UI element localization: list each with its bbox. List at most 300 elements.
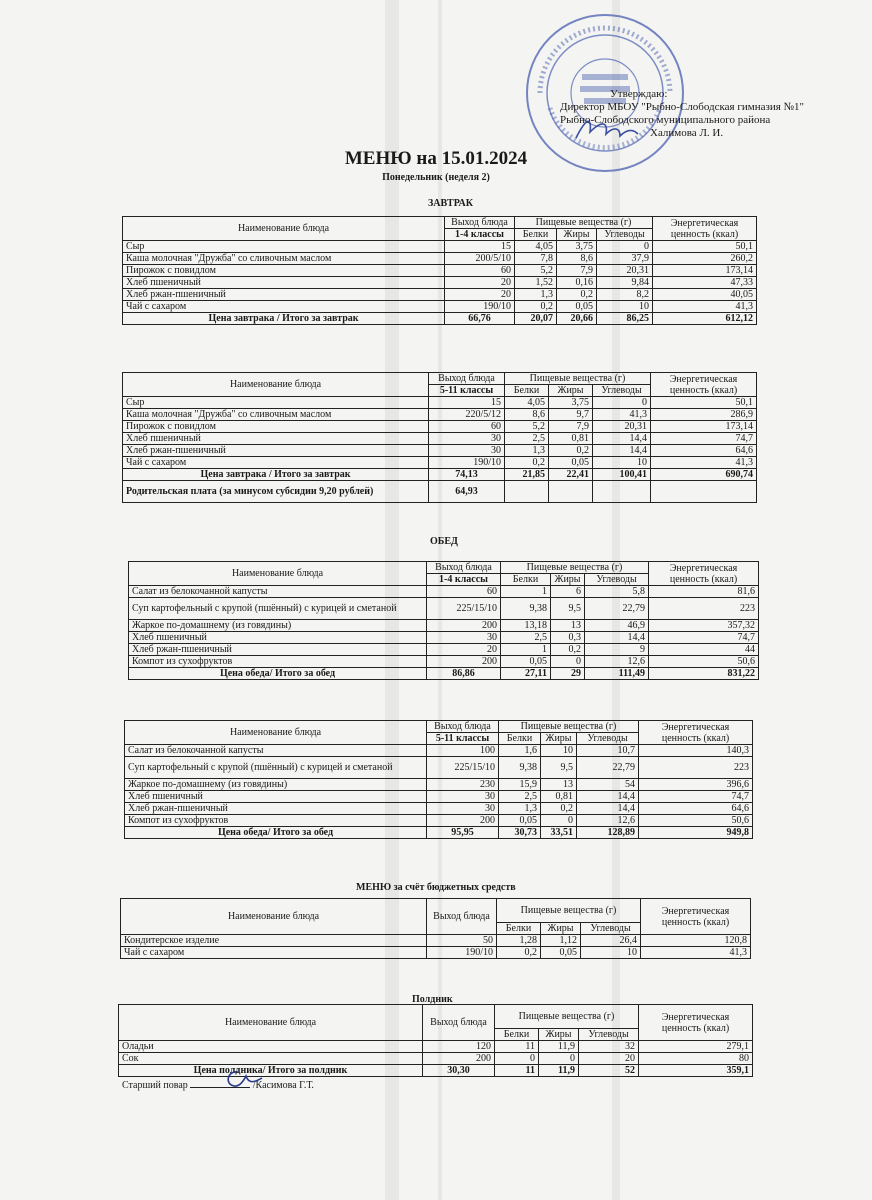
total-price: 95,95: [427, 827, 499, 839]
dish-yield: 60: [445, 265, 515, 277]
header-protein: Белки: [501, 574, 551, 586]
energy-value: 41,3: [653, 301, 757, 313]
chief-signature: [222, 1066, 266, 1092]
fat-value: 0,16: [557, 277, 597, 289]
header-nutrients: Пищевые вещества (г): [515, 217, 653, 229]
dish-name: Хлеб пшеничный: [125, 791, 427, 803]
dish-name: Чай с сахаром: [121, 947, 427, 959]
total-carbs: 86,25: [597, 313, 653, 325]
chief-cook-label: Старший повар: [122, 1080, 188, 1091]
total-carbs: 52: [579, 1065, 639, 1077]
fat-value: 0,05: [557, 301, 597, 313]
energy-value: 50,1: [651, 397, 757, 409]
table-row: [123, 433, 757, 445]
dish-yield: 200: [427, 620, 501, 632]
table-row: [129, 644, 759, 656]
carbs-value: 8,2: [597, 289, 653, 301]
total-protein: 30,73: [499, 827, 541, 839]
total-price: 30,30: [423, 1065, 495, 1077]
protein-value: 1: [501, 644, 551, 656]
header-yield: Выход блюда: [427, 899, 497, 935]
dish-yield: 225/15/10: [427, 757, 499, 779]
header-yield: Выход блюда: [429, 373, 505, 385]
carbs-value: 26,4: [581, 935, 641, 947]
carbs-value: 5,8: [585, 586, 649, 598]
table-row: [123, 277, 757, 289]
carbs-value: 54: [577, 779, 639, 791]
budget-menu-table: [120, 898, 751, 959]
dish-name: Каша молочная "Дружба" со сливочным маслом: [123, 409, 429, 421]
total-fat: 22,41: [549, 469, 593, 481]
fat-value: 9,7: [549, 409, 593, 421]
carbs-value: 10: [597, 301, 653, 313]
protein-value: 0,2: [505, 457, 549, 469]
header-carbs: Углеводы: [579, 1029, 639, 1041]
total-row: [125, 827, 753, 839]
total-row: [129, 668, 759, 680]
carbs-value: 0: [597, 241, 653, 253]
protein-value: 2,5: [499, 791, 541, 803]
fat-value: 0,81: [549, 433, 593, 445]
fat-value: 7,9: [557, 265, 597, 277]
carbs-value: 37,9: [597, 253, 653, 265]
parent-fee-row: [123, 481, 757, 503]
energy-value: 286,9: [651, 409, 757, 421]
header-protein: Белки: [495, 1029, 539, 1041]
dish-name: Чай с сахаром: [123, 301, 445, 313]
director-signature: [572, 112, 642, 146]
dish-name: Чай с сахаром: [123, 457, 429, 469]
carbs-value: 9: [585, 644, 649, 656]
dish-name: Хлеб ржан-пшеничный: [125, 803, 427, 815]
table-row: [129, 586, 759, 598]
carbs-value: 14,4: [593, 433, 651, 445]
header-carbs: Углеводы: [577, 733, 639, 745]
energy-value: 50,1: [653, 241, 757, 253]
header-energy: Энергетическая ценность (ккал): [641, 899, 751, 935]
dish-name: Пирожок с повидлом: [123, 265, 445, 277]
table-row: [123, 301, 757, 313]
table-row: [123, 409, 757, 421]
header-energy: Энергетическая ценность (ккал): [639, 721, 753, 745]
approval-district: Рыбно-Слободского муниципального района: [560, 114, 771, 126]
protein-value: 0,2: [515, 301, 557, 313]
dish-yield: 190/10: [429, 457, 505, 469]
snack-table: [118, 1004, 753, 1077]
breakfast-1-4-table: [122, 216, 757, 325]
energy-value: 173,14: [651, 421, 757, 433]
table-row: [119, 1041, 753, 1053]
fat-value: 1,12: [541, 935, 581, 947]
energy-value: 64,6: [639, 803, 753, 815]
table-row: [125, 757, 753, 779]
table-row: [123, 457, 757, 469]
dish-yield: 190/10: [445, 301, 515, 313]
fat-value: 0,81: [541, 791, 577, 803]
header-energy: Энергетическая ценность (ккал): [653, 217, 757, 241]
protein-value: 4,05: [505, 397, 549, 409]
section-breakfast: ЗАВТРАК: [428, 198, 474, 209]
dish-yield: 200: [427, 656, 501, 668]
dish-yield: 230: [427, 779, 499, 791]
energy-value: 64,6: [651, 445, 757, 457]
header-carbs: Углеводы: [593, 385, 651, 397]
dish-name: Компот из сухофруктов: [125, 815, 427, 827]
header-fat: Жиры: [541, 923, 581, 935]
dish-yield: 220/5/12: [429, 409, 505, 421]
fat-value: 11,9: [539, 1041, 579, 1053]
table-row: [123, 289, 757, 301]
header-carbs: Углеводы: [597, 229, 653, 241]
header-dish: Наименование блюда: [123, 217, 445, 241]
dish-yield: 20: [445, 277, 515, 289]
carbs-value: 22,79: [577, 757, 639, 779]
energy-value: 140,3: [639, 745, 753, 757]
page-title: МЕНЮ на 15.01.2024: [344, 148, 528, 169]
header-fat: Жиры: [551, 574, 585, 586]
protein-value: 2,5: [501, 632, 551, 644]
protein-value: 13,18: [501, 620, 551, 632]
dish-yield: 200/5/10: [445, 253, 515, 265]
carbs-value: 20: [579, 1053, 639, 1065]
table-row: [123, 253, 757, 265]
fat-value: 0: [541, 815, 577, 827]
energy-value: 41,3: [641, 947, 751, 959]
dish-name: Хлеб пшеничный: [123, 277, 445, 289]
total-price: 74,13: [429, 469, 505, 481]
protein-value: 1,3: [505, 445, 549, 457]
carbs-value: 20,31: [597, 265, 653, 277]
carbs-value: 12,6: [577, 815, 639, 827]
fat-value: 3,75: [549, 397, 593, 409]
table-row: [129, 598, 759, 620]
breakfast-5-11-table: [122, 372, 757, 503]
fat-value: 7,9: [549, 421, 593, 433]
protein-value: 0,05: [499, 815, 541, 827]
total-label: Цена завтрака / Итого за завтрак: [123, 469, 429, 481]
header-fat: Жиры: [539, 1029, 579, 1041]
lunch-5-11-table: [124, 720, 753, 839]
header-yield: Выход блюда: [427, 562, 501, 574]
total-carbs: 111,49: [585, 668, 649, 680]
protein-value: 9,38: [501, 598, 551, 620]
total-label: Цена полдника/ Итого за полдник: [119, 1065, 423, 1077]
fat-value: 0: [551, 656, 585, 668]
fat-value: 0,3: [551, 632, 585, 644]
header-dish: Наименование блюда: [121, 899, 427, 935]
header-nutrients: Пищевые вещества (г): [501, 562, 649, 574]
dish-yield: 120: [423, 1041, 495, 1053]
table-row: [119, 1053, 753, 1065]
dish-yield: 190/10: [427, 947, 497, 959]
protein-value: 1,52: [515, 277, 557, 289]
approval-heading: Утверждаю:: [610, 88, 668, 100]
total-row: [119, 1065, 753, 1077]
table-row: [125, 745, 753, 757]
total-protein: 20,07: [515, 313, 557, 325]
dish-name: Кондитерское изделие: [121, 935, 427, 947]
energy-value: 357,32: [649, 620, 759, 632]
header-protein: Белки: [497, 923, 541, 935]
dish-name: Жаркое по-домашнему (из говядины): [129, 620, 427, 632]
section-lunch: ОБЕД: [430, 536, 458, 547]
protein-value: 9,38: [499, 757, 541, 779]
total-energy: 690,74: [651, 469, 757, 481]
chief-cook-name: /Касимова Г.Т.: [252, 1080, 314, 1091]
table-row: [129, 620, 759, 632]
section-snack: Полдник: [412, 994, 453, 1005]
dish-name: Пирожок с повидлом: [123, 421, 429, 433]
dish-yield: 30: [427, 791, 499, 803]
carbs-value: 14,4: [577, 791, 639, 803]
header-grades: 1-4 классы: [445, 229, 515, 241]
dish-name: Сыр: [123, 397, 429, 409]
approval-position: Директор МБОУ "Рыбно-Слободская гимназия №1": [560, 101, 805, 113]
dish-name: Салат из белокочанной капусты: [129, 586, 427, 598]
total-protein: 21,85: [505, 469, 549, 481]
dish-name: Хлеб ржан-пшеничный: [123, 445, 429, 457]
total-energy: 949,8: [639, 827, 753, 839]
dish-yield: 200: [427, 815, 499, 827]
carbs-value: 46,9: [585, 620, 649, 632]
total-energy: 359,1: [639, 1065, 753, 1077]
header-nutrients: Пищевые вещества (г): [505, 373, 651, 385]
dish-name: Жаркое по-домашнему (из говядины): [125, 779, 427, 791]
protein-value: 15,9: [499, 779, 541, 791]
energy-value: 260,2: [653, 253, 757, 265]
header-protein: Белки: [505, 385, 549, 397]
energy-value: 120,8: [641, 935, 751, 947]
carbs-value: 14,4: [585, 632, 649, 644]
section-budget-menu: МЕНЮ за счёт бюджетных средств: [356, 882, 516, 893]
fat-value: 0: [539, 1053, 579, 1065]
total-energy: 831,22: [649, 668, 759, 680]
dish-name: Хлеб ржан-пшеничный: [129, 644, 427, 656]
total-label: Цена обеда/ Итого за обед: [125, 827, 427, 839]
protein-value: 4,05: [515, 241, 557, 253]
fat-value: 0,05: [541, 947, 581, 959]
protein-value: 0,05: [501, 656, 551, 668]
fat-value: 10: [541, 745, 577, 757]
dish-yield: 60: [427, 586, 501, 598]
dish-name: Хлеб пшеничный: [123, 433, 429, 445]
fat-value: 3,75: [557, 241, 597, 253]
fat-value: 13: [541, 779, 577, 791]
energy-value: 40,05: [653, 289, 757, 301]
table-row: [125, 791, 753, 803]
fat-value: 8,6: [557, 253, 597, 265]
header-carbs: Углеводы: [581, 923, 641, 935]
total-carbs: 128,89: [577, 827, 639, 839]
total-fat: 29: [551, 668, 585, 680]
total-fat: 20,66: [557, 313, 597, 325]
header-yield: Выход блюда: [427, 721, 499, 733]
table-row: [125, 815, 753, 827]
energy-value: 279,1: [639, 1041, 753, 1053]
chief-cook-line: [122, 1078, 314, 1091]
page-subtitle: Понедельник (неделя 2): [382, 172, 490, 183]
header-nutrients: Пищевые вещества (г): [497, 899, 641, 923]
table-row: [129, 632, 759, 644]
dish-yield: 225/15/10: [427, 598, 501, 620]
header-dish: Наименование блюда: [119, 1005, 423, 1041]
total-energy: 612,12: [653, 313, 757, 325]
header-protein: Белки: [499, 733, 541, 745]
fat-value: 0,2: [549, 445, 593, 457]
header-dish: Наименование блюда: [125, 721, 427, 745]
protein-value: 1,3: [499, 803, 541, 815]
energy-value: 74,7: [649, 632, 759, 644]
fat-value: 13: [551, 620, 585, 632]
carbs-value: 22,79: [585, 598, 649, 620]
protein-value: 11: [495, 1041, 539, 1053]
protein-value: 7,8: [515, 253, 557, 265]
lunch-1-4-table: [128, 561, 759, 680]
protein-value: 2,5: [505, 433, 549, 445]
header-carbs: Углеводы: [585, 574, 649, 586]
carbs-value: 9,84: [597, 277, 653, 289]
dish-name: Суп картофельный с крупой (пшённый) с курицей и сметаной: [125, 757, 427, 779]
total-protein: 27,11: [501, 668, 551, 680]
fat-value: 9,5: [551, 598, 585, 620]
table-row: [123, 241, 757, 253]
header-grades: 1-4 классы: [427, 574, 501, 586]
header-dish: Наименование блюда: [129, 562, 427, 586]
protein-value: 0,2: [497, 947, 541, 959]
dish-yield: 200: [423, 1053, 495, 1065]
total-label: Цена обеда/ Итого за обед: [129, 668, 427, 680]
protein-value: 5,2: [515, 265, 557, 277]
energy-value: 50,6: [649, 656, 759, 668]
carbs-value: 14,4: [593, 445, 651, 457]
dish-name: Сок: [119, 1053, 423, 1065]
total-protein: 11: [495, 1065, 539, 1077]
dish-yield: 60: [429, 421, 505, 433]
table-row: [123, 397, 757, 409]
protein-value: 1,3: [515, 289, 557, 301]
header-fat: Жиры: [541, 733, 577, 745]
protein-value: 1,28: [497, 935, 541, 947]
dish-yield: 15: [429, 397, 505, 409]
total-price: 86,86: [427, 668, 501, 680]
carbs-value: 14,4: [577, 803, 639, 815]
approval-name: Халимова Л. И.: [650, 127, 724, 139]
dish-name: Хлеб ржан-пшеничный: [123, 289, 445, 301]
table-row: [123, 265, 757, 277]
table-row: [125, 803, 753, 815]
dish-name: Сыр: [123, 241, 445, 253]
fat-value: 0,05: [549, 457, 593, 469]
energy-value: 80: [639, 1053, 753, 1065]
header-energy: Энергетическая ценность (ккал): [639, 1005, 753, 1041]
protein-value: 1: [501, 586, 551, 598]
total-fat: 33,51: [541, 827, 577, 839]
header-dish: Наименование блюда: [123, 373, 429, 397]
dish-yield: 20: [445, 289, 515, 301]
dish-yield: 30: [427, 632, 501, 644]
protein-value: 1,6: [499, 745, 541, 757]
carbs-value: 41,3: [593, 409, 651, 421]
header-fat: Жиры: [557, 229, 597, 241]
energy-value: 41,3: [651, 457, 757, 469]
protein-value: 8,6: [505, 409, 549, 421]
dish-name: Оладьи: [119, 1041, 423, 1053]
carbs-value: 20,31: [593, 421, 651, 433]
energy-value: 396,6: [639, 779, 753, 791]
header-fat: Жиры: [549, 385, 593, 397]
dish-yield: 20: [427, 644, 501, 656]
header-grades: 5-11 классы: [429, 385, 505, 397]
protein-value: 0: [495, 1053, 539, 1065]
fat-value: 6: [551, 586, 585, 598]
dish-name: Компот из сухофруктов: [129, 656, 427, 668]
dish-yield: 15: [445, 241, 515, 253]
protein-value: 5,2: [505, 421, 549, 433]
energy-value: 74,7: [639, 791, 753, 803]
energy-value: 223: [649, 598, 759, 620]
total-carbs: 100,41: [593, 469, 651, 481]
total-row: [123, 469, 757, 481]
header-yield: Выход блюда: [423, 1005, 495, 1041]
carbs-value: 10,7: [577, 745, 639, 757]
energy-value: 50,6: [639, 815, 753, 827]
dish-yield: 100: [427, 745, 499, 757]
carbs-value: 0: [593, 397, 651, 409]
total-price: 66,76: [445, 313, 515, 325]
energy-value: 47,33: [653, 277, 757, 289]
carbs-value: 12,6: [585, 656, 649, 668]
header-energy: Энергетическая ценность (ккал): [651, 373, 757, 397]
energy-value: 173,14: [653, 265, 757, 277]
header-grades: 5-11 классы: [427, 733, 499, 745]
energy-value: 81,6: [649, 586, 759, 598]
dish-name: Хлеб пшеничный: [129, 632, 427, 644]
energy-value: 223: [639, 757, 753, 779]
carbs-value: 10: [581, 947, 641, 959]
dish-yield: 30: [427, 803, 499, 815]
header-energy: Энергетическая ценность (ккал): [649, 562, 759, 586]
fat-value: 9,5: [541, 757, 577, 779]
dish-yield: 30: [429, 433, 505, 445]
header-protein: Белки: [515, 229, 557, 241]
header-nutrients: Пищевые вещества (г): [499, 721, 639, 733]
dish-name: Каша молочная "Дружба" со сливочным маслом: [123, 253, 445, 265]
fat-value: 0,2: [557, 289, 597, 301]
dish-name: Салат из белокочанной капусты: [125, 745, 427, 757]
table-row: [121, 947, 751, 959]
dish-yield: 50: [427, 935, 497, 947]
fat-value: 0,2: [551, 644, 585, 656]
table-row: [121, 935, 751, 947]
table-row: [125, 779, 753, 791]
table-row: [123, 421, 757, 433]
energy-value: 74,7: [651, 433, 757, 445]
table-row: [123, 445, 757, 457]
carbs-value: 32: [579, 1041, 639, 1053]
fat-value: 0,2: [541, 803, 577, 815]
energy-value: 44: [649, 644, 759, 656]
total-fat: 11,9: [539, 1065, 579, 1077]
total-row: [123, 313, 757, 325]
header-nutrients: Пищевые вещества (г): [495, 1005, 639, 1029]
parent-fee-value: 64,93: [429, 481, 505, 503]
dish-yield: 30: [429, 445, 505, 457]
table-row: [129, 656, 759, 668]
parent-fee-label: Родительская плата (за минусом субсидии 9,20 рублей): [123, 481, 429, 503]
dish-name: Суп картофельный с крупой (пшённый) с курицей и сметаной: [129, 598, 427, 620]
carbs-value: 10: [593, 457, 651, 469]
header-yield: Выход блюда: [445, 217, 515, 229]
